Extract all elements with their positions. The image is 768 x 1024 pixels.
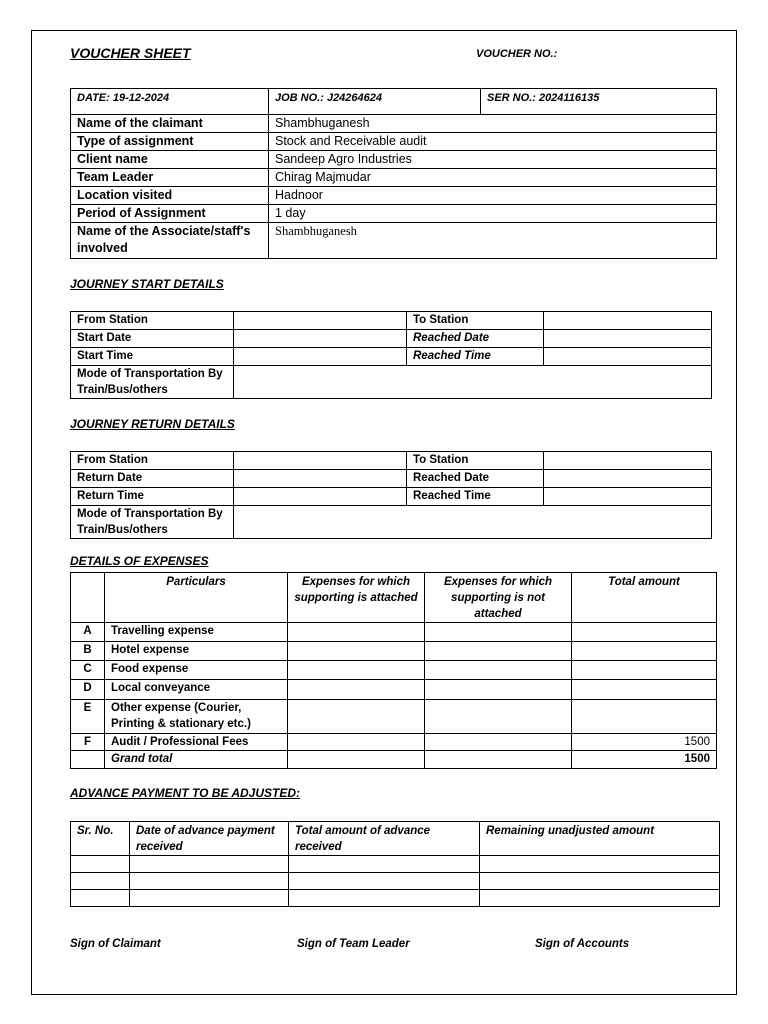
table-row — [71, 700, 717, 734]
table-row — [71, 642, 717, 661]
return-reached-date-label: Reached Date — [407, 470, 544, 488]
return-date-label: Return Date — [71, 470, 234, 488]
return-date-field — [234, 470, 407, 488]
expense-code-header — [71, 573, 105, 623]
table-row — [71, 890, 720, 907]
return-from-station-label: From Station — [71, 452, 234, 470]
expense-code: E — [71, 700, 105, 734]
grand-total-row — [71, 751, 717, 769]
return-from-station-field — [234, 452, 407, 470]
page-title: VOUCHER SHEET — [70, 45, 191, 61]
expenses-table — [70, 572, 717, 769]
location-value: Hadnoor — [269, 187, 717, 205]
expense-total: 1500 — [572, 734, 717, 751]
accounts-signature-label: Sign of Accounts — [535, 938, 630, 950]
start-reached-time-label: Reached Time — [407, 348, 544, 366]
table-row — [71, 623, 717, 642]
return-time-field — [234, 488, 407, 506]
start-date-label: Start Date — [71, 330, 234, 348]
return-reached-date-field — [544, 470, 712, 488]
return-mode-field — [234, 506, 712, 539]
return-time-label: Return Time — [71, 488, 234, 506]
journey-return-table — [70, 451, 712, 539]
team-leader-signature-label: Sign of Team Leader — [297, 938, 410, 950]
advance-title: ADVANCE PAYMENT TO BE ADJUSTED: — [70, 786, 301, 800]
start-mode-label: Mode of Transportation By Train/Bus/others — [71, 366, 234, 399]
claimant-value: Shambhuganesh — [269, 115, 717, 133]
expense-item: Local conveyance — [105, 680, 288, 700]
table-row — [71, 873, 720, 890]
team-leader-value: Chirag Majmudar — [269, 169, 717, 187]
expense-item: Travelling expense — [105, 623, 288, 642]
claimant-label: Name of the claimant — [71, 115, 269, 133]
period-label: Period of Assignment — [71, 205, 269, 223]
start-from-station-label: From Station — [71, 312, 234, 330]
associates-value: Shambhuganesh — [269, 223, 717, 259]
expense-total — [572, 642, 717, 661]
start-reached-date-label: Reached Date — [407, 330, 544, 348]
return-mode-label: Mode of Transportation By Train/Bus/others — [71, 506, 234, 539]
journey-start-title: JOURNEY START DETAILS — [70, 277, 224, 291]
start-date-field — [234, 330, 407, 348]
client-name-label: Client name — [71, 151, 269, 169]
table-row — [71, 856, 720, 873]
assignment-type-value: Stock and Receivable audit — [269, 133, 717, 151]
associates-label: Name of the Associate/staff's involved — [71, 223, 269, 259]
start-from-station-field — [234, 312, 407, 330]
table-row — [71, 680, 717, 700]
location-label: Location visited — [71, 187, 269, 205]
return-to-station-label: To Station — [407, 452, 544, 470]
advance-table — [70, 821, 720, 907]
unsupported-header: Expenses for which supporting is not attached — [425, 573, 572, 623]
start-reached-time-field — [544, 348, 712, 366]
expense-item: Audit / Professional Fees — [105, 734, 288, 751]
expense-item: Food expense — [105, 661, 288, 680]
supported-header: Expenses for which supporting is attached — [288, 573, 425, 623]
expense-code: D — [71, 680, 105, 700]
return-reached-time-label: Reached Time — [407, 488, 544, 506]
grand-total-value: 1500 — [572, 751, 717, 769]
table-row — [71, 734, 717, 751]
journey-return-title: JOURNEY RETURN DETAILS — [70, 417, 235, 431]
return-reached-time-field — [544, 488, 712, 506]
sr-no-header: Sr. No. — [71, 822, 130, 856]
start-reached-date-field — [544, 330, 712, 348]
start-to-station-label: To Station — [407, 312, 544, 330]
expense-code: B — [71, 642, 105, 661]
voucher-no-label: VOUCHER NO.: — [476, 48, 558, 60]
return-to-station-field — [544, 452, 712, 470]
start-time-label: Start Time — [71, 348, 234, 366]
expense-item: Hotel expense — [105, 642, 288, 661]
expense-total — [572, 700, 717, 734]
ser-no-cell: SER NO.: 2024116135 — [481, 89, 717, 115]
claimant-signature-label: Sign of Claimant — [70, 938, 161, 950]
expense-total — [572, 661, 717, 680]
start-mode-field — [234, 366, 712, 399]
expense-total — [572, 623, 717, 642]
assignment-info-table — [70, 88, 717, 259]
grand-total-label: Grand total — [105, 751, 288, 769]
expenses-title: DETAILS OF EXPENSES — [70, 554, 209, 568]
team-leader-label: Team Leader — [71, 169, 269, 187]
expense-code: A — [71, 623, 105, 642]
particulars-header: Particulars — [105, 573, 288, 623]
period-value: 1 day — [269, 205, 717, 223]
expense-total — [572, 680, 717, 700]
remaining-amount-header: Remaining unadjusted amount — [480, 822, 720, 856]
expense-item: Other expense (Courier, Printing & stationary etc.) — [105, 700, 288, 734]
table-row — [71, 661, 717, 680]
start-to-station-field — [544, 312, 712, 330]
journey-start-table — [70, 311, 712, 399]
advance-amount-header: Total amount of advance received — [289, 822, 480, 856]
advance-date-header: Date of advance payment received — [130, 822, 289, 856]
expense-code: C — [71, 661, 105, 680]
client-name-value: Sandeep Agro Industries — [269, 151, 717, 169]
job-no-cell: JOB NO.: J24264624 — [269, 89, 481, 115]
start-time-field — [234, 348, 407, 366]
expense-code: F — [71, 734, 105, 751]
assignment-type-label: Type of assignment — [71, 133, 269, 151]
total-amount-header: Total amount — [572, 573, 717, 623]
date-cell: DATE: 19-12-2024 — [71, 89, 269, 115]
